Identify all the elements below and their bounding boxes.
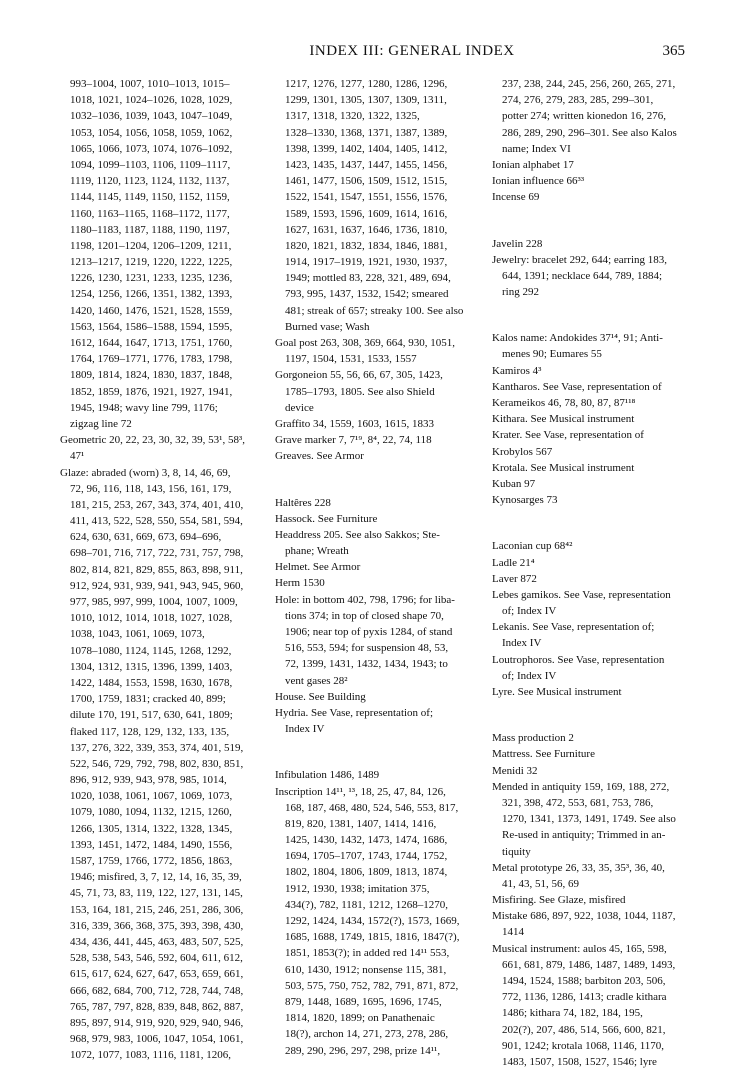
index-entry-line: Kalos name: Andokides 37¹⁴, 91; Anti-: [492, 332, 663, 345]
index-continuation-line: vent gases 28²: [285, 674, 348, 687]
index-continuation-line: 1304, 1312, 1315, 1396, 1399, 1403,: [70, 660, 233, 673]
index-continuation-line: dilute 170, 191, 517, 630, 641, 1809;: [70, 709, 233, 722]
index-entry-line: Goal post 263, 308, 369, 664, 930, 1051,: [275, 337, 455, 349]
index-continuation-line: 41, 43, 51, 56, 69: [502, 877, 579, 890]
index-continuation-line: 316, 339, 366, 368, 375, 393, 398, 430,: [70, 919, 244, 932]
index-continuation-line: 1802, 1804, 1806, 1809, 1813, 1874,: [285, 866, 448, 879]
index-entry-line: Misfiring. See Glaze, misfired: [492, 894, 626, 907]
index-entry-line: Lebes gamikos. See Vase, representation: [492, 588, 671, 601]
index-entry-line: Ionian alphabet 17: [492, 158, 574, 171]
index-entry-line: Laver 872: [492, 572, 537, 585]
index-continuation-line: 793, 995, 1437, 1532, 1542; smeared: [285, 288, 449, 301]
index-continuation-line: 1094, 1099–1103, 1106, 1109–1117,: [70, 158, 231, 171]
index-entry-line: Hydria. See Vase, representation of;: [275, 706, 434, 719]
index-continuation-line: of; Index IV: [502, 605, 557, 618]
index-entry-line: Kantharos. See Vase, representation of: [492, 380, 662, 393]
index-column-middle: [275, 76, 480, 1059]
index-continuation-line: 528, 538, 543, 546, 592, 604, 611, 612,: [70, 952, 243, 965]
index-continuation-line: 1065, 1066, 1073, 1074, 1076–1092,: [70, 142, 233, 155]
index-entry-line: Kynosarges 73: [492, 494, 558, 507]
index-continuation-line: 698–701, 716, 717, 722, 731, 757, 798,: [70, 547, 244, 560]
index-entry-line: Musical instrument: aulos 45, 165, 598,: [492, 942, 667, 955]
index-entry-line: Herm 1530: [275, 577, 325, 590]
index-entry-line: Ladle 21⁴: [492, 556, 535, 569]
index-column-right: [492, 76, 697, 1070]
index-continuation-line: 202(?), 207, 486, 514, 566, 600, 821,: [502, 1023, 666, 1036]
index-continuation-line: 615, 617, 624, 627, 647, 653, 659, 661,: [70, 968, 244, 981]
index-continuation-line: 137, 276, 322, 339, 353, 374, 401, 519,: [70, 741, 244, 754]
index-continuation-line: 661, 681, 879, 1486, 1487, 1489, 1493,: [502, 958, 676, 971]
index-continuation-line: 977, 985, 997, 999, 1004, 1007, 1009,: [70, 596, 238, 608]
index-continuation-line: 1292, 1424, 1434, 1572(?), 1573, 1669,: [285, 915, 460, 927]
index-entry-line: Menidi 32: [492, 764, 538, 777]
index-continuation-line: 968, 979, 983, 1006, 1047, 1054, 1061,: [70, 1033, 244, 1046]
page-title: INDEX III: GENERAL INDEX: [309, 43, 515, 59]
index-continuation-line: 1213–1217, 1219, 1220, 1222, 1225,: [70, 256, 233, 269]
index-continuation-line: 289, 290, 296, 297, 298, prize 14¹¹,: [285, 1044, 441, 1057]
index-entry-line: Grave marker 7, 7¹⁹, 8⁴, 22, 74, 118: [275, 434, 432, 447]
index-continuation-line: 912, 924, 931, 939, 941, 943, 945, 960,: [70, 579, 244, 592]
index-continuation-line: 45, 71, 73, 83, 119, 122, 127, 131, 145,: [70, 887, 243, 900]
index-continuation-line: 610, 1430, 1912; nonsense 115, 381,: [285, 963, 447, 976]
index-entry-line: Kamiros 4³: [492, 364, 542, 377]
index-entry-line: Krater. See Vase, representation of: [492, 429, 644, 442]
index-continuation-line: 1420, 1460, 1476, 1521, 1528, 1559,: [70, 304, 233, 317]
index-continuation-line: device: [285, 401, 314, 414]
index-entry-line: Geometric 20, 22, 23, 30, 32, 39, 53¹, 58³,: [60, 434, 246, 447]
index-continuation-line: 993–1004, 1007, 1010–1013, 1015–: [70, 78, 230, 90]
index-continuation-line: 819, 820, 1381, 1407, 1414, 1416,: [285, 817, 437, 830]
index-continuation-line: 1328–1330, 1368, 1371, 1387, 1389,: [285, 126, 448, 139]
running-head: [0, 43, 748, 65]
index-entry-line: Jewelry: bracelet 292, 644; earring 183,: [492, 253, 668, 266]
index-continuation-line: 1160, 1163–1165, 1168–1172, 1177,: [70, 207, 230, 220]
index-continuation-line: 1393, 1451, 1472, 1484, 1490, 1556,: [70, 838, 233, 851]
index-continuation-line: 153, 164, 181, 215, 246, 251, 286, 306,: [70, 903, 244, 916]
index-continuation-line: 1270, 1341, 1373, 1491, 1749. See also: [502, 813, 676, 826]
index-continuation-line: 1946; misfired, 3, 7, 12, 14, 16, 35, 39,: [70, 871, 242, 884]
index-continuation-line: 1912, 1930, 1938; imitation 375,: [285, 882, 430, 895]
index-entry-line: Incense 69: [492, 191, 540, 204]
index-continuation-line: 1851, 1853(?); in added red 14¹¹ 553,: [285, 947, 450, 960]
index-entry-line: Krobylos 567: [492, 445, 553, 458]
index-entry-line: Kithara. See Musical instrument: [492, 413, 635, 426]
index-continuation-line: Re-used in antiquity; Trimmed in an-: [502, 829, 666, 842]
index-entry-line: Metal prototype 26, 33, 35, 35³, 36, 40,: [492, 861, 665, 874]
index-continuation-line: 1398, 1399, 1402, 1404, 1405, 1412,: [285, 142, 448, 155]
index-continuation-line: 765, 787, 797, 828, 839, 848, 862, 887,: [70, 1000, 244, 1013]
index-continuation-line: 1414: [502, 926, 524, 939]
index-continuation-line: Burned vase; Wash: [285, 320, 370, 333]
index-continuation-line: 1020, 1038, 1061, 1067, 1069, 1073,: [70, 790, 233, 803]
index-continuation-line: 237, 238, 244, 245, 256, 260, 265, 271,: [502, 78, 676, 90]
index-continuation-line: 1010, 1012, 1014, 1018, 1027, 1028,: [70, 612, 233, 625]
index-continuation-line: 1423, 1435, 1437, 1447, 1455, 1456,: [285, 158, 448, 171]
index-continuation-line: 321, 398, 472, 553, 681, 753, 786,: [502, 796, 654, 809]
index-entry-line: Mended in antiquity 159, 169, 188, 272,: [492, 780, 670, 793]
index-continuation-line: 901, 1242; krotala 1068, 1146, 1170,: [502, 1039, 665, 1052]
index-continuation-line: 168, 187, 468, 480, 524, 546, 553, 817,: [285, 801, 459, 814]
index-entry-line: Glaze: abraded (worn) 3, 8, 14, 46, 69,: [60, 466, 231, 479]
index-continuation-line: 879, 1448, 1689, 1695, 1696, 1745,: [285, 995, 442, 1008]
index-continuation-line: 1494, 1524, 1588; barbiton 203, 506,: [502, 975, 666, 987]
index-continuation-line: 1906; near top of pyxis 1284, of stand: [285, 626, 453, 638]
index-continuation-line: Index IV: [285, 723, 325, 736]
index-continuation-line: ring 292: [502, 286, 539, 299]
index-continuation-line: 1425, 1430, 1432, 1473, 1474, 1686,: [285, 834, 448, 847]
index-continuation-line: 1589, 1593, 1596, 1609, 1614, 1616,: [285, 207, 448, 220]
index-continuation-line: 1785–1793, 1805. See also Shield: [285, 385, 435, 398]
section-gap: [275, 737, 480, 767]
index-entry-line: Lyre. See Musical instrument: [492, 686, 622, 698]
index-continuation-line: 72, 96, 116, 118, 143, 156, 161, 179,: [70, 482, 232, 495]
index-continuation-line: 1627, 1631, 1637, 1646, 1736, 1810,: [285, 223, 448, 236]
index-continuation-line: 1522, 1541, 1547, 1551, 1556, 1576,: [285, 191, 448, 204]
index-continuation-line: 1217, 1276, 1277, 1280, 1286, 1296,: [285, 78, 448, 90]
index-entry-line: Mattress. See Furniture: [492, 748, 595, 761]
index-continuation-line: 274, 276, 279, 283, 285, 299–301,: [502, 94, 654, 107]
index-continuation-line: 1038, 1043, 1061, 1069, 1073,: [70, 628, 205, 641]
index-entry-line: Infibulation 1486, 1489: [275, 769, 380, 782]
index-entry-line: Ionian influence 66³³: [492, 175, 585, 188]
index-continuation-line: 1852, 1859, 1876, 1921, 1927, 1941,: [70, 385, 233, 398]
index-continuation-line: tions 374; in top of closed shape 70,: [285, 609, 444, 622]
index-continuation-line: 1032–1036, 1039, 1043, 1047–1049,: [70, 110, 233, 123]
index-continuation-line: 503, 575, 750, 752, 782, 791, 871, 872,: [285, 979, 459, 992]
index-continuation-line: 1072, 1077, 1083, 1116, 1181, 1206,: [70, 1049, 232, 1062]
index-continuation-line: 1563, 1564, 1586–1588, 1594, 1595,: [70, 320, 233, 333]
index-continuation-line: 481; streak of 657; streaky 100. See also: [285, 304, 464, 317]
index-continuation-line: 1814, 1820, 1899; on Panathenaic: [285, 1012, 435, 1025]
index-entry-line: Greaves. See Armor: [275, 450, 364, 463]
index-continuation-line: 1317, 1318, 1320, 1322, 1325,: [285, 110, 420, 123]
section-gap: [492, 300, 697, 330]
index-continuation-line: 1266, 1305, 1314, 1322, 1328, 1345,: [70, 822, 233, 835]
index-continuation-line: 1018, 1021, 1024–1026, 1028, 1029,: [70, 94, 233, 107]
index-continuation-line: 1144, 1145, 1149, 1150, 1152, 1159,: [70, 191, 230, 204]
index-continuation-line: 772, 1136, 1286, 1413; cradle kithara: [502, 991, 667, 1004]
index-continuation-line: 1119, 1120, 1123, 1124, 1132, 1137,: [70, 175, 230, 188]
index-continuation-line: 1078–1080, 1124, 1145, 1268, 1292,: [70, 644, 232, 657]
index-column-left: [60, 76, 268, 1063]
index-entry-line: Laconian cup 68⁴²: [492, 540, 573, 553]
index-continuation-line: 47¹: [70, 450, 85, 463]
index-continuation-line: menes 90; Eumares 55: [502, 348, 602, 361]
index-continuation-line: 1949; mottled 83, 228, 321, 489, 694,: [285, 272, 451, 285]
index-continuation-line: of; Index IV: [502, 669, 557, 682]
index-continuation-line: 1483, 1507, 1508, 1527, 1546; lyre: [502, 1055, 657, 1068]
index-continuation-line: 1180–1183, 1187, 1188, 1190, 1197,: [70, 223, 230, 236]
index-continuation-line: 72, 1399, 1431, 1432, 1434, 1943; to: [285, 658, 448, 671]
index-continuation-line: potter 274; written kionedon 16, 276,: [502, 110, 667, 123]
section-gap: [492, 206, 697, 236]
index-continuation-line: Index IV: [502, 637, 542, 650]
index-entry-line: House. See Building: [275, 690, 366, 703]
index-continuation-line: 895, 897, 914, 919, 920, 929, 940, 946,: [70, 1016, 244, 1029]
index-continuation-line: 644, 1391; necklace 644, 789, 1884;: [502, 269, 663, 282]
index-entry-line: Mass production 2: [492, 732, 574, 745]
index-continuation-line: 1764, 1769–1771, 1776, 1783, 1798,: [70, 353, 233, 366]
index-continuation-line: 434, 436, 441, 445, 463, 483, 507, 525,: [70, 935, 244, 948]
index-continuation-line: flaked 117, 128, 129, 132, 133, 135,: [70, 725, 230, 738]
index-continuation-line: tiquity: [502, 845, 531, 858]
index-continuation-line: 522, 546, 729, 792, 798, 802, 830, 851,: [70, 757, 244, 770]
index-continuation-line: 286, 289, 290, 296–301. See also Kalos: [502, 126, 677, 139]
index-entry-line: Hassock. See Furniture: [275, 512, 378, 525]
index-entry-line: Javelin 228: [492, 237, 543, 250]
section-gap: [492, 508, 697, 538]
section-gap: [275, 465, 480, 495]
index-continuation-line: 666, 682, 684, 700, 712, 728, 744, 748,: [70, 984, 244, 997]
index-entry-line: Haltêres 228: [275, 496, 331, 509]
index-continuation-line: phane; Wreath: [285, 545, 349, 558]
index-continuation-line: 1079, 1080, 1094, 1132, 1215, 1260,: [70, 806, 232, 819]
index-continuation-line: 1198, 1201–1204, 1206–1209, 1211,: [70, 239, 232, 252]
index-entry-line: Headdress 205. See also Sakkos; Ste-: [275, 528, 440, 541]
index-entry-line: Gorgoneion 55, 56, 66, 67, 305, 1423,: [275, 369, 443, 382]
index-continuation-line: 1486; kithara 74, 182, 184, 195,: [502, 1007, 643, 1020]
index-entry-line: Kuban 97: [492, 477, 536, 490]
index-entry-line: Kerameikos 46, 78, 80, 87, 87¹¹⁸: [492, 397, 636, 409]
index-continuation-line: 1197, 1504, 1531, 1533, 1557: [285, 353, 417, 366]
index-entry-line: Loutrophoros. See Vase, representation: [492, 653, 665, 666]
index-entry-line: Inscription 14¹¹, ¹³, 18, 25, 47, 84, 126,: [275, 785, 446, 798]
index-continuation-line: name; Index VI: [502, 142, 571, 155]
index-continuation-line: 896, 912, 939, 943, 978, 985, 1014,: [70, 774, 227, 787]
section-gap: [492, 700, 697, 730]
index-continuation-line: 802, 814, 821, 829, 855, 863, 898, 911,: [70, 563, 243, 576]
index-continuation-line: 1612, 1644, 1647, 1713, 1751, 1760,: [70, 337, 233, 349]
index-continuation-line: 1809, 1814, 1824, 1830, 1837, 1848,: [70, 369, 233, 382]
index-continuation-line: 1422, 1484, 1553, 1598, 1630, 1678,: [70, 676, 233, 689]
index-continuation-line: 1587, 1759, 1766, 1772, 1856, 1863,: [70, 855, 233, 867]
index-continuation-line: zigzag line 72: [70, 417, 132, 430]
page-number: 365: [662, 43, 685, 59]
index-entry-line: Helmet. See Armor: [275, 561, 361, 574]
index-continuation-line: 181, 215, 253, 267, 343, 374, 401, 410,: [70, 498, 244, 511]
index-entry-line: Mistake 686, 897, 922, 1038, 1044, 1187,: [492, 910, 676, 923]
index-entry-line: Krotala. See Musical instrument: [492, 461, 635, 474]
index-entry-line: Graffito 34, 1559, 1603, 1615, 1833: [275, 417, 434, 430]
index-continuation-line: 1685, 1688, 1749, 1815, 1816, 1847(?),: [285, 931, 460, 944]
index-continuation-line: 1053, 1054, 1056, 1058, 1059, 1062,: [70, 126, 233, 139]
index-continuation-line: 18(?), archon 14, 271, 273, 278, 286,: [285, 1028, 449, 1041]
index-entry-line: Hole: in bottom 402, 798, 1796; for liba-: [275, 593, 455, 606]
index-continuation-line: 1226, 1230, 1231, 1233, 1235, 1236,: [70, 272, 233, 285]
index-continuation-line: 516, 553, 594; for suspension 48, 53,: [285, 642, 449, 655]
index-continuation-line: 1700, 1759, 1831; cracked 40, 899;: [70, 693, 226, 706]
index-continuation-line: 1254, 1256, 1266, 1351, 1382, 1393,: [70, 288, 233, 301]
index-continuation-line: 1914, 1917–1919, 1921, 1930, 1937,: [285, 256, 448, 269]
index-continuation-line: 1820, 1821, 1832, 1834, 1846, 1881,: [285, 239, 448, 252]
index-continuation-line: 1461, 1477, 1506, 1509, 1512, 1515,: [285, 175, 448, 188]
index-continuation-line: 1299, 1301, 1305, 1307, 1309, 1311,: [285, 94, 447, 107]
index-continuation-line: 434(?), 782, 1181, 1212, 1268–1270,: [285, 898, 449, 911]
index-continuation-line: 1945, 1948; wavy line 799, 1176;: [70, 401, 218, 414]
index-entry-line: Lekanis. See Vase, representation of;: [492, 621, 655, 634]
index-continuation-line: 624, 630, 631, 669, 673, 694–696,: [70, 531, 222, 544]
index-continuation-line: 411, 413, 522, 528, 550, 554, 581, 594,: [70, 515, 243, 528]
index-continuation-line: 1694, 1705–1707, 1743, 1744, 1752,: [285, 850, 448, 863]
